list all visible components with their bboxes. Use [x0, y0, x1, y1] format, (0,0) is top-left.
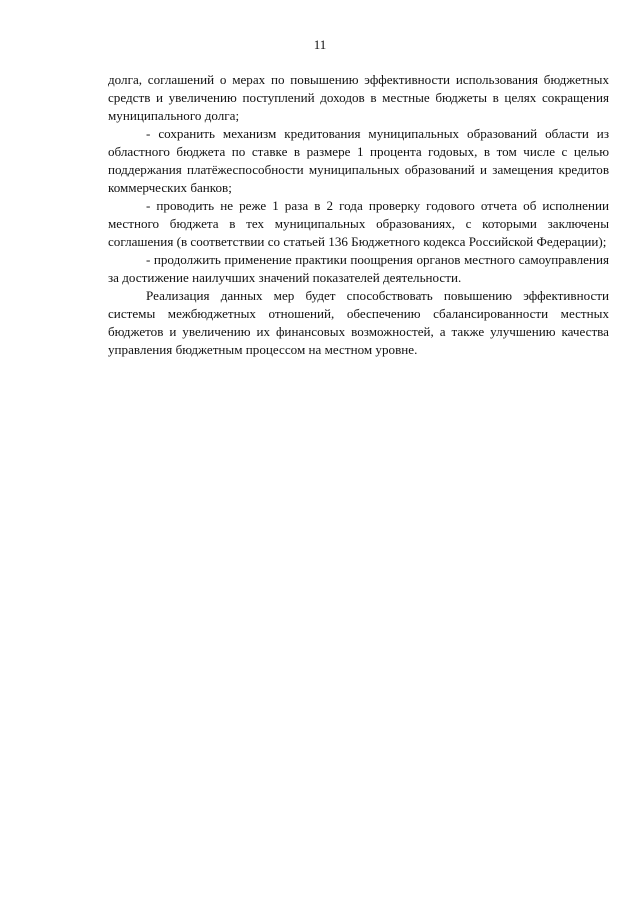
document-body: [108, 71, 609, 359]
list-item-budget-audit: - проводить не реже 1 раза в 2 года проверку годового отчета об исполнении местного бюджета в тех муниципальных образованиях, с которыми заключены соглашения (в соответствии со статьей 136 Бюджетного кодекса Российской Федерации);: [108, 198, 609, 249]
page-number: 11: [313, 37, 327, 52]
list-item-credit-mechanism: - сохранить механизм кредитования муниципальных образований области из областного бюджета по ставке в размере 1 процента годовых, в том числе с целью поддержания платёжеспособности муниципальных образований и замещения кредитов коммерческих банков;: [108, 126, 609, 195]
paragraph-conclusion: Реализация данных мер будет способствовать повышению эффективности системы межбюджетных отношений, обеспечению сбалансированности местных бюджетов и увеличению их финансовых возможностей, а также улучшению качества управления бюджетным процессом на местном уровне.: [108, 288, 609, 357]
list-item-incentive-practice: - продолжить применение практики поощрения органов местного самоуправления за достижение наилучших значений показателей деятельности.: [108, 252, 609, 285]
paragraph-continuation: долга, соглашений о мерах по повышению эффективности использования бюджетных средств и увеличению поступлений доходов в местные бюджеты в целях сокращения муниципального долга;: [108, 72, 609, 123]
